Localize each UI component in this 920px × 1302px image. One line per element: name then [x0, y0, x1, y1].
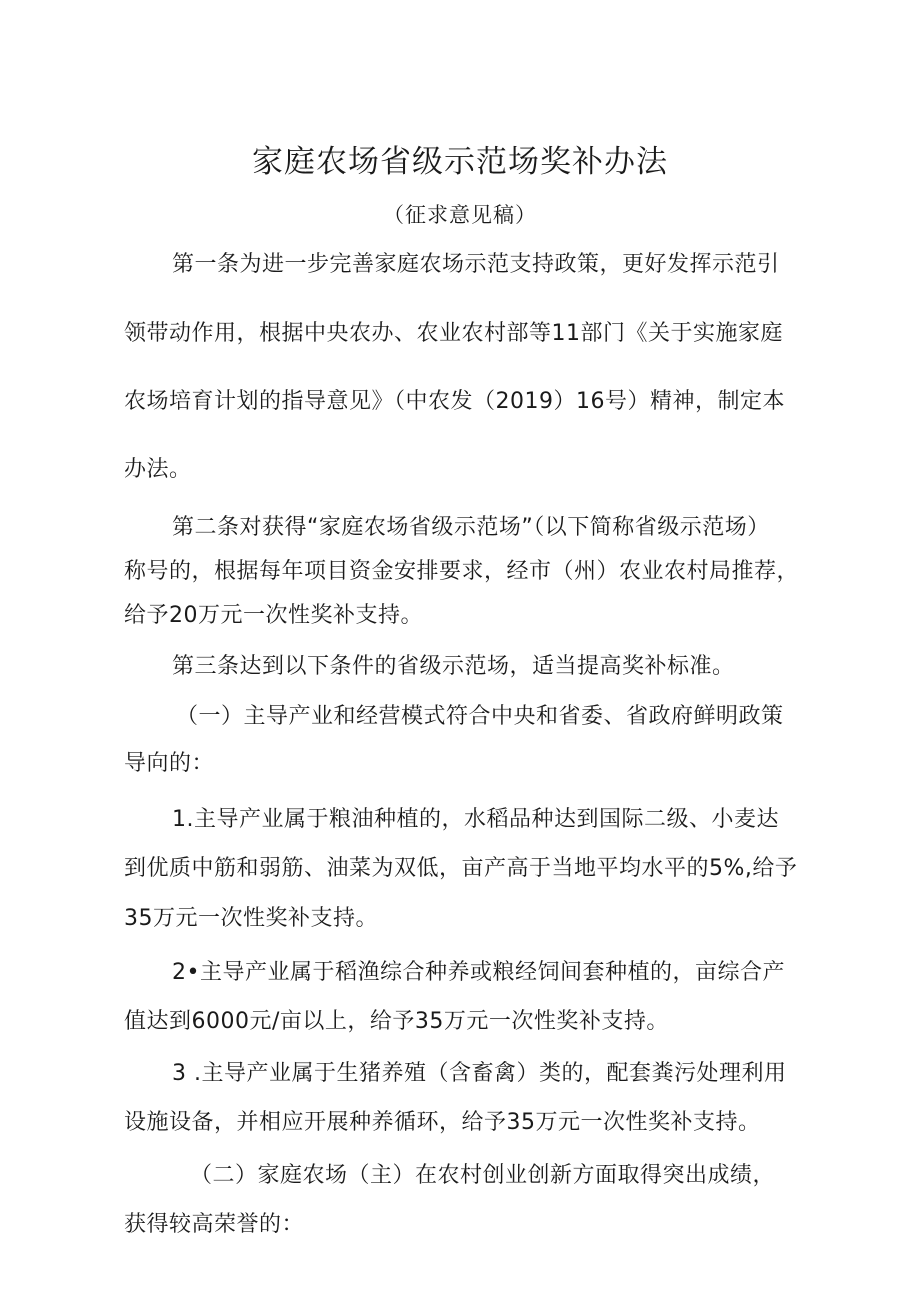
paragraph-line: 第一条为进一步完善家庭农场示范支持政策，更好发挥示范引 — [172, 252, 780, 277]
paragraph-line: 值达到6000元/亩以上，给予35万元一次性奖补支持。 — [124, 1009, 669, 1034]
document-title: 家庭农场省级示范场奖补办法 — [252, 144, 668, 180]
paragraph-line: 设施设备，并相应开展种养循环，给予35万元一次性奖补支持。 — [124, 1110, 761, 1135]
paragraph-line: 农场培育计划的指导意见》（中农发（2019）16号）精神，制定本 — [124, 389, 785, 414]
paragraph-line: 办法。 — [124, 457, 192, 482]
paragraph-line: 第三条达到以下条件的省级示范场，适当提高奖补标准。 — [172, 654, 735, 679]
paragraph-line: 第二条对获得“家庭农场省级示范场”（以下简称省级示范场） — [172, 515, 770, 540]
paragraph-line: （二）家庭农场（主）在农村创业创新方面取得突出成绩， — [190, 1163, 776, 1188]
paragraph-line: （一）主导产业和经营模式符合中央和省委、省政府鲜明政策 — [176, 704, 784, 729]
paragraph-line: 35万元一次性奖补支持。 — [124, 906, 378, 931]
paragraph-line: 导向的： — [124, 751, 215, 776]
paragraph-line: 领带动作用，根据中央农办、农业农村部等11部门《关于实施家庭 — [124, 321, 783, 346]
paragraph-line: 获得较高荣誉的： — [124, 1212, 305, 1237]
paragraph-line: 1.主导产业属于粮油种植的，水稻品种达到国际二级、小麦达 — [172, 807, 779, 832]
paragraph-line: 3 .主导产业属于生猪养殖（含畜禽）类的，配套粪污处理利用 — [172, 1061, 787, 1086]
paragraph-line: 2•主导产业属于稻渔综合种养或粮经饲间套种植的，亩综合产 — [172, 960, 785, 985]
document-subtitle: （征求意见稿） — [383, 203, 537, 227]
paragraph-line: 给予20万元一次性奖补支持。 — [124, 603, 423, 628]
paragraph-line: 到优质中筋和弱筋、油菜为双低，亩产高于当地平均水平的5%,给予 — [124, 856, 798, 881]
paragraph-line: 称号的，根据每年项目资金安排要求，经市（州）农业农村局推荐， — [124, 559, 800, 584]
